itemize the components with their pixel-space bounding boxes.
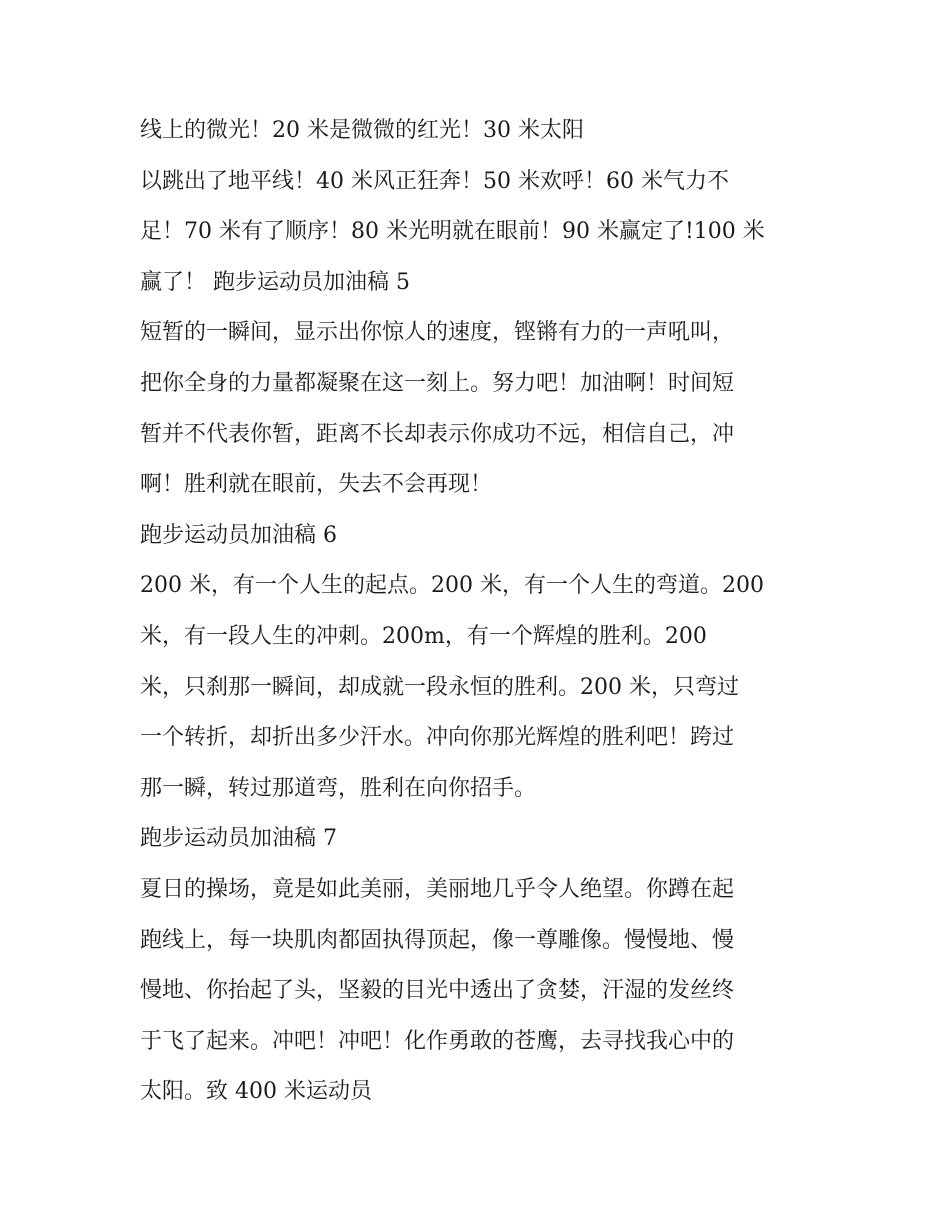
text-line: 把你全身的力量都凝聚在这一刻上。努力吧！加油啊！时间短 bbox=[140, 370, 735, 396]
text-line: 米，有一段人生的冲刺。200m，有一个辉煌的胜利。200 bbox=[140, 623, 707, 649]
section-heading: 跑步运动员加油稿 7 bbox=[140, 826, 337, 852]
text-line: 线上的微光！20 米是微微的红光！30 米太阳 bbox=[140, 118, 584, 143]
document-body bbox=[140, 106, 820, 1118]
section-heading: 跑步运动员加油稿 6 bbox=[140, 522, 337, 548]
text-line: 夏日的操场，竟是如此美丽，美丽地几乎令人绝望。你蹲在起 bbox=[140, 876, 735, 902]
text-line: 那一瞬，转过那道弯，胜利在向你招手。 bbox=[140, 775, 537, 801]
text-line: 足！70 米有了顺序！80 米光明就在眼前！90 米赢定了!100 米 bbox=[140, 219, 765, 245]
text-line: 太阳。致 400 米运动员 bbox=[140, 1079, 372, 1105]
text-line: 200 米，有一个人生的起点。200 米，有一个人生的弯道。200 bbox=[140, 573, 764, 599]
text-line: 于飞了起来。冲吧！冲吧！化作勇敢的苍鹰，去寻找我心中的 bbox=[140, 1028, 735, 1054]
text-line: 慢地、你抬起了头，坚毅的目光中透出了贪婪，汗湿的发丝终 bbox=[140, 978, 735, 1004]
text-line: 赢了！ 跑步运动员加油稿 5 bbox=[140, 269, 410, 295]
text-line: 暂并不代表你暂，距离不长却表示你成功不远，相信自己，冲 bbox=[140, 421, 735, 447]
text-line: 一个转折，却折出多少汗水。冲向你那光辉煌的胜利吧！跨过 bbox=[140, 725, 735, 751]
text-line: 米，只刹那一瞬间，却成就一段永恒的胜利。200 米，只弯过 bbox=[140, 674, 739, 700]
text-line: 跑线上，每一块肌肉都固执得顶起，像一尊雕像。慢慢地、慢 bbox=[140, 927, 735, 953]
text-line: 以跳出了地平线！40 米风正狂奔！50 米欢呼！60 米气力不 bbox=[140, 168, 729, 194]
text-line: 短暂的一瞬间，显示出你惊人的速度，铿锵有力的一声吼叫， bbox=[140, 320, 735, 346]
text-line: 啊！胜利就在眼前，失去不会再现！ bbox=[140, 472, 493, 498]
